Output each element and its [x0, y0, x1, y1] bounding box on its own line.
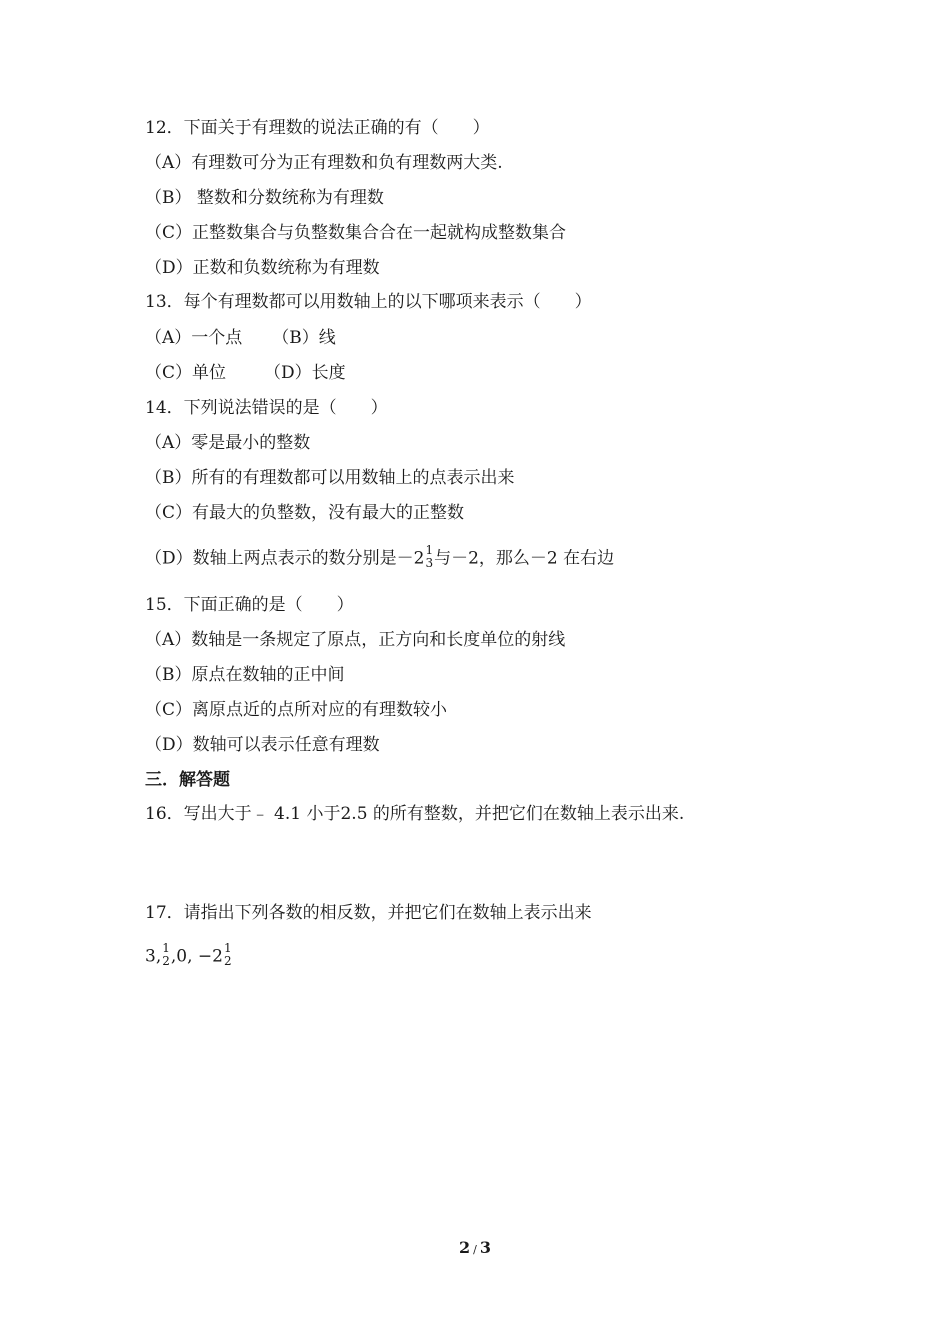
q13-options-ab	[145, 326, 336, 350]
q12-stem: 12．下面关于有理数的说法正确的有（ ）	[145, 118, 490, 138]
q15-stem: 15．下面正确的是（ ）	[145, 595, 354, 615]
q13-stem: 13．每个有理数都可以用数轴上的以下哪项来表示（ ）	[145, 292, 592, 312]
fraction-numerator: 1	[223, 941, 232, 955]
q15-option-b: （B）原点在数轴的正中间	[145, 665, 345, 685]
q13-option-d: （D）长度	[264, 363, 346, 383]
q14-option-d	[145, 543, 615, 572]
fraction	[425, 544, 433, 570]
q12-option-a: （A）有理数可分为正有理数和负有理数两大类.	[145, 153, 503, 173]
page-current: 2	[459, 1238, 471, 1257]
q12-option-d: （D）正数和负数统称为有理数	[145, 258, 380, 278]
page-number	[0, 1238, 950, 1257]
q15-option-d: （D）数轴可以表示任意有理数	[145, 735, 380, 755]
fraction-numerator: 1	[425, 543, 434, 557]
q14-option-d-post: 与－2，那么－2 在右边	[434, 548, 615, 569]
q14-option-b: （B）所有的有理数都可以用数轴上的点表示出来	[145, 468, 515, 488]
q12-option-b: （B） 整数和分数统称为有理数	[145, 188, 384, 208]
q13-option-c: （C）单位	[145, 363, 227, 383]
q15-option-c: （C）离原点近的点所对应的有理数较小	[145, 700, 448, 720]
q14-option-a: （A）零是最小的整数	[145, 433, 311, 453]
q17-value-1: 3,	[145, 946, 162, 967]
q13-option-a: （A）一个点	[145, 328, 243, 348]
q13-options-cd	[145, 361, 346, 385]
q14-stem: 14．下列说法错误的是（ ）	[145, 398, 388, 418]
fraction-numerator: 1	[162, 941, 170, 955]
fraction	[162, 942, 170, 968]
fraction	[224, 942, 232, 968]
q17-value-2: ,0, −2	[170, 946, 223, 967]
q14-option-d-pre: （D）数轴上两点表示的数分别是－2	[145, 548, 425, 569]
page-total: 3	[479, 1238, 491, 1257]
section-heading: 三．解答题	[145, 770, 230, 790]
page-separator: /	[473, 1243, 477, 1256]
q14-option-c: （C）有最大的负整数，没有最大的正整数	[145, 503, 465, 523]
q17-values	[145, 941, 233, 970]
q15-option-a: （A）数轴是一条规定了原点，正方向和长度单位的射线	[145, 630, 566, 650]
q17-stem: 17．请指出下列各数的相反数，并把它们在数轴上表示出来	[145, 903, 592, 923]
fraction-denominator: 3	[425, 556, 434, 570]
fraction-denominator: 2	[223, 954, 232, 968]
fraction-denominator: 2	[162, 954, 170, 968]
q13-option-b: （B）线	[272, 328, 336, 348]
q16-stem: 16．写出大于﹣ 4.1 小于2.5 的所有整数，并把它们在数轴上表示出来.	[145, 804, 685, 824]
q12-option-c: （C）正整数集合与负整数集合合在一起就构成整数集合	[145, 223, 567, 243]
